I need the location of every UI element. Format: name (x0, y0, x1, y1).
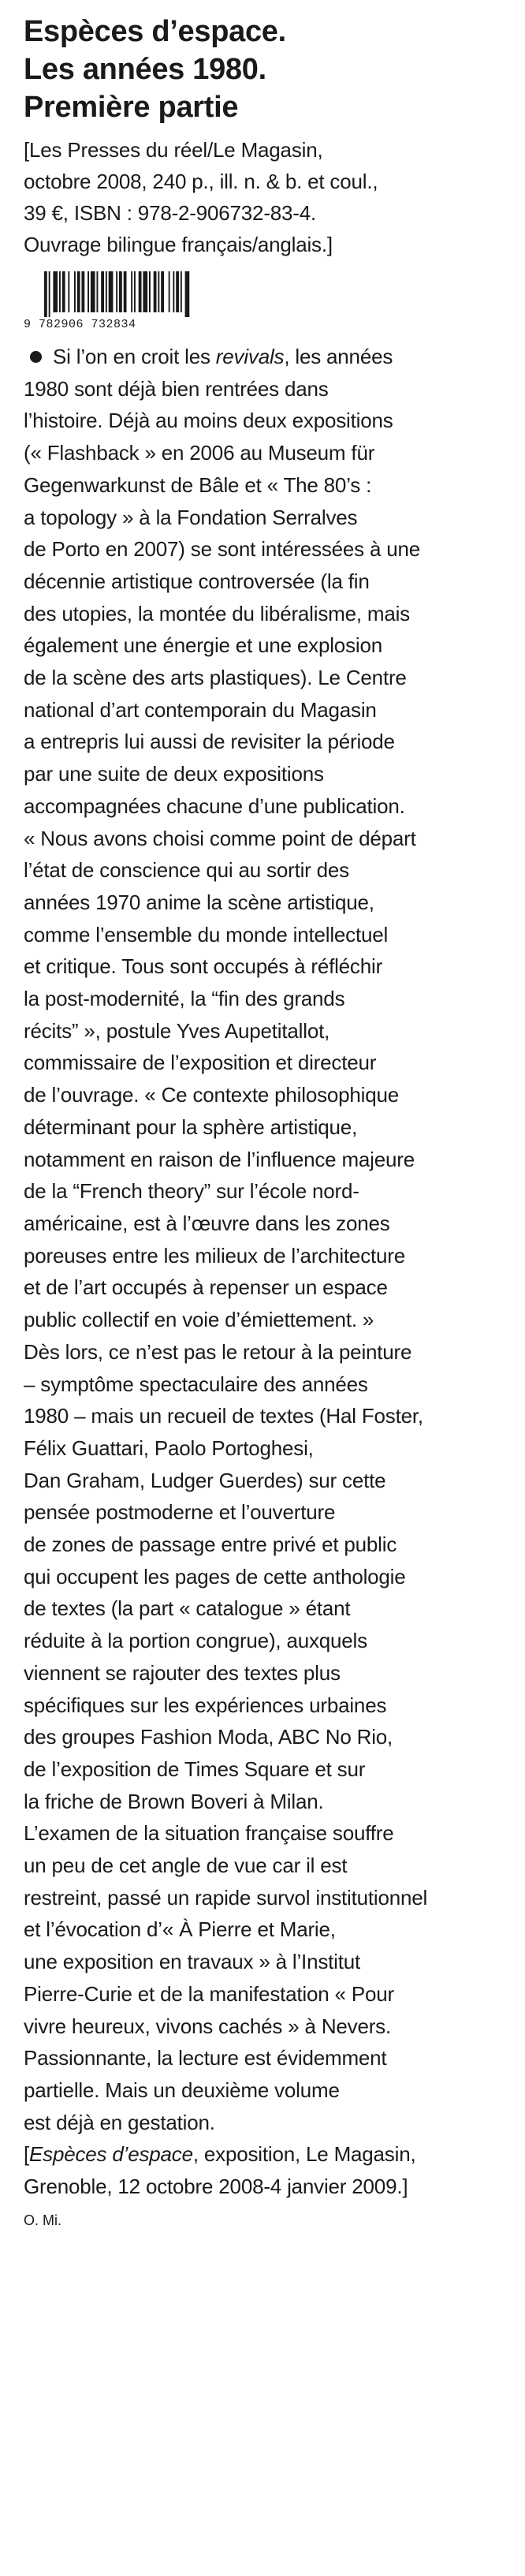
body-line: de zones de passage entre privé et public (24, 1533, 397, 1557)
body-line: une exposition en travaux » à l’Institut (24, 1950, 361, 1974)
body-line: récits” », postule Yves Aupetitallot, (24, 1018, 330, 1043)
title-line: Les années 1980. (24, 53, 266, 86)
body-line: a entrepris lui aussi de revisiter la période (24, 730, 395, 754)
body-line: de Porto en 2007) se sont intéressées à une (24, 537, 421, 562)
body-line: l’histoire. Déjà au moins deux expositions (24, 409, 393, 433)
barcode-bar (101, 271, 104, 312)
body-line: par une suite de deux expositions (24, 762, 324, 786)
author-signature: O. Mi. (24, 2212, 61, 2228)
body-line: pensée postmoderne et l’ouverture (24, 1500, 336, 1525)
barcode-bar (169, 271, 170, 312)
barcode-bar (161, 271, 164, 312)
body-line: spécifiques sur les expériences urbaines (24, 1693, 387, 1717)
body-line: et de l’art occupés à repenser un espace (24, 1275, 388, 1300)
body-line: notamment en raison de l’influence majeure (24, 1147, 415, 1171)
review-article (24, 13, 512, 2230)
body-line: vivre heureux, vivons cachés » à Nevers. (24, 2014, 391, 2038)
body-line: partielle. Mais un deuxième volume (24, 2078, 340, 2102)
barcode-bar (77, 271, 80, 312)
barcode-bar (68, 271, 69, 312)
barcode-bar (109, 271, 114, 312)
body-line: la friche de Brown Boveri à Milan. (24, 1789, 324, 1813)
isbn-barcode (24, 271, 236, 334)
body-line: déterminant pour la sphère artistique, (24, 1114, 358, 1139)
body-line: Pierre-Curie et de la manifestation « Pour (24, 1981, 394, 2006)
closing-line: [Espèces d’espace, exposition, Le Magasin, (24, 2142, 416, 2167)
body-line: a topology » à la Fondation Serralves (24, 505, 358, 529)
barcode-bar (176, 271, 179, 312)
barcode-bar (44, 271, 47, 317)
title-line: Espèces d’espace. (24, 15, 286, 48)
body-line: L’examen de la situation française souffre (24, 1821, 394, 1846)
barcode-digits: 9 782906 732834 (24, 318, 136, 331)
barcode-bar (49, 271, 50, 317)
body-line: restreint, passé un rapide survol institutionnel (24, 1885, 428, 1910)
barcode-bar (74, 271, 76, 312)
body-line: de la “French theory” sur l’école nord- (24, 1179, 359, 1204)
body-line: est déjà en gestation. (24, 2110, 215, 2134)
body-line: années 1970 anime la scène artistique, (24, 890, 374, 914)
body-line: et l’évocation d’« À Pierre et Marie, (24, 1917, 336, 1942)
body-line: 1980 sont déjà bien rentrées dans (24, 376, 329, 401)
barcode-bar (91, 271, 95, 312)
barcode-bar (116, 271, 117, 312)
body-line: décennie artistique controversée (la fin (24, 569, 370, 593)
body-line: un peu de cet angle de vue car il est (24, 1854, 348, 1878)
body-line: de la scène des arts plastiques). Le Centre (24, 666, 407, 690)
barcode-bar (185, 271, 190, 317)
body-line: des groupes Fashion Moda, ABC No Rio, (24, 1725, 393, 1749)
barcode-bar (158, 271, 159, 312)
body-line: Dan Graham, Ludger Guerdes) sur cette (24, 1468, 386, 1492)
body-line: accompagnées chacune d’une publication. (24, 793, 405, 818)
body-line: – symptôme spectaculaire des années (24, 1372, 368, 1396)
barcode-bar (149, 271, 151, 312)
body-line: des utopies, la montée du libéralisme, mais (24, 601, 410, 625)
body-first-line: Si l’on en croit les revivals, les années (24, 341, 512, 373)
barcode-bar (173, 271, 174, 312)
metadata-line: 39 €, ISBN : 978-2-906732-83-4. (24, 201, 317, 225)
body-line: Dès lors, ce n’est pas le retour à la peinture (24, 1339, 412, 1364)
barcode-bar (181, 271, 182, 312)
book-title (24, 13, 512, 126)
closing-line: Grenoble, 12 octobre 2008-4 janvier 2009.] (24, 2175, 408, 2199)
barcode-bar (106, 271, 107, 312)
body-line: « Nous avons choisi comme point de départ (24, 826, 416, 850)
barcode-bar (139, 271, 142, 312)
review-body (24, 341, 512, 2203)
metadata-line: [Les Presses du réel/Le Magasin, (24, 138, 323, 162)
body-line: l’état de conscience qui au sortir des (24, 858, 349, 883)
body-line: comme l’ensemble du monde intellectuel (24, 922, 389, 946)
body-line: de textes (la part « catalogue » étant (24, 1596, 351, 1621)
body-line: Gegenwarkunst de Bâle et « The 80’s : (24, 472, 372, 497)
body-line: et critique. Tous sont occupés à réfléchir (24, 954, 383, 979)
body-line: viennent se rajouter des textes plus (24, 1660, 341, 1685)
book-metadata (24, 134, 512, 260)
barcode-bar (124, 271, 127, 312)
body-line: (« Flashback » en 2006 au Museum für (24, 441, 375, 465)
barcode-bar (154, 271, 157, 312)
body-lines (24, 373, 512, 2139)
barcode-bar (88, 271, 89, 312)
barcode-bar (119, 271, 122, 312)
barcode-bar (82, 271, 85, 312)
metadata-line: octobre 2008, 240 p., ill. n. & b. et coul., (24, 170, 378, 193)
body-line: américaine, est à l’œuvre dans les zones (24, 1211, 390, 1235)
body-line: de l’exposition de Times Square et sur (24, 1757, 366, 1781)
body-line: la post-modernité, la “fin des grands (24, 987, 345, 1011)
barcode-bar (59, 271, 61, 312)
body-line: national d’art contemporain du Magasin (24, 697, 377, 722)
metadata-line: Ouvrage bilingue français/anglais.] (24, 233, 333, 256)
body-line: de l’ouvrage. « Ce contexte philosophique (24, 1083, 400, 1107)
body-line: poreuses entre les milieux de l’architecture (24, 1243, 405, 1267)
body-line: réduite à la portion congrue), auxquels (24, 1629, 367, 1653)
body-line: Félix Guattari, Paolo Portoghesi, (24, 1435, 314, 1460)
barcode-bar (134, 271, 136, 312)
barcode-bar (97, 271, 99, 312)
barcode-bar (62, 271, 65, 312)
body-line: commissaire de l’exposition et directeur (24, 1051, 377, 1075)
barcode-bar (131, 271, 132, 312)
bullet-icon (30, 351, 42, 363)
barcode-bars (24, 271, 236, 319)
body-line: Passionnante, la lecture est évidemment (24, 2046, 387, 2070)
title-line: Première partie (24, 91, 239, 124)
barcode-bar (53, 271, 58, 312)
body-line: qui occupent les pages de cette anthologie (24, 1564, 406, 1589)
body-line: public collectif en voie d’émiettement. » (24, 1308, 374, 1332)
body-line: également une énergie et une explosion (24, 633, 382, 658)
body-line: 1980 – mais un recueil de textes (Hal Foster, (24, 1404, 423, 1428)
barcode-bar (143, 271, 147, 312)
